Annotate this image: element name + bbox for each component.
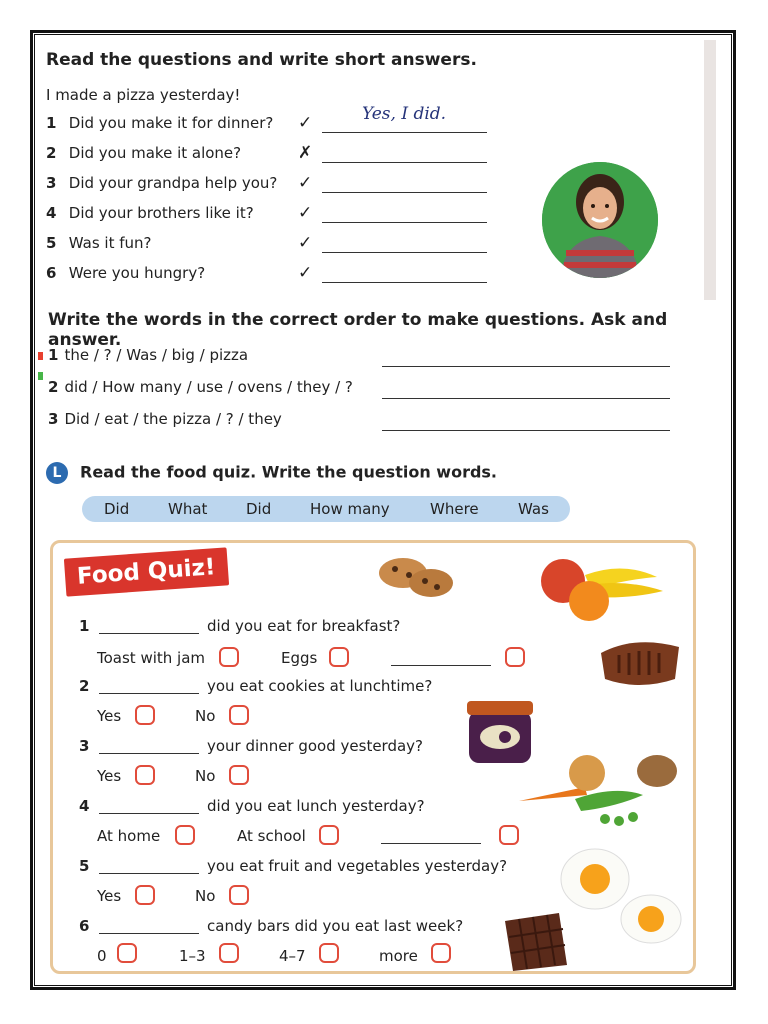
answer-line[interactable] — [99, 813, 199, 814]
option-label: No — [195, 767, 216, 785]
chocolate-bar-icon — [501, 911, 573, 973]
option-checkbox[interactable] — [135, 885, 155, 905]
word-bank-item: Did — [246, 500, 272, 518]
option-label: No — [195, 887, 216, 905]
question-row — [46, 144, 241, 170]
answer-line[interactable] — [382, 398, 670, 399]
question-row — [46, 114, 273, 140]
vegetables-icon — [515, 751, 685, 831]
cross-mark: ✗ — [298, 143, 313, 163]
option-checkbox[interactable] — [135, 705, 155, 725]
question-number: 6 — [79, 917, 90, 935]
exercise-header — [46, 462, 497, 484]
option-label: At home — [97, 827, 161, 845]
exercise-title: Read the questions and write short answers. — [46, 50, 477, 70]
page-edge-strip — [704, 40, 716, 302]
answer-line[interactable] — [99, 633, 199, 634]
question-row — [46, 204, 254, 230]
question-number: 1 — [79, 617, 90, 635]
option-label: Toast with jam — [97, 649, 206, 667]
check-mark: ✓ — [298, 113, 313, 133]
word-bank-item: Where — [430, 500, 479, 518]
check-mark: ✓ — [298, 173, 313, 193]
answer-line[interactable] — [381, 843, 481, 844]
word-bank — [82, 496, 570, 522]
question-number: 1 — [46, 114, 57, 132]
list-item — [48, 410, 282, 428]
option-label: Yes — [97, 707, 122, 725]
quiz-title: Food Quiz! — [64, 547, 229, 596]
word-bank-item: Did — [104, 500, 130, 518]
question-number: 3 — [79, 737, 90, 755]
option-checkbox[interactable] — [175, 825, 195, 845]
question-text: did you eat lunch yesterday? — [207, 797, 425, 815]
question-row — [46, 174, 277, 200]
exercise-title: Write the words in the correct order to make questions. Ask and answer. — [48, 310, 668, 350]
question-text: Were you hungry? — [68, 264, 206, 282]
option-checkbox[interactable] — [319, 825, 339, 845]
question-text: you eat fruit and vegetables yesterday? — [207, 857, 508, 875]
answer-line[interactable] — [322, 192, 487, 193]
question-number: 3 — [46, 174, 57, 192]
question-text: Was it fun? — [68, 234, 152, 252]
option-label: 0 — [97, 947, 107, 965]
answer-line[interactable] — [322, 282, 487, 283]
option-checkbox[interactable] — [329, 647, 349, 667]
exercise-short-answers — [36, 36, 716, 298]
answer-line[interactable] — [99, 933, 199, 934]
cookies-icon — [377, 555, 457, 601]
question-number: 4 — [46, 204, 57, 222]
list-item — [48, 378, 353, 396]
food-quiz-card — [50, 540, 696, 974]
check-mark: ✓ — [298, 233, 313, 253]
girl-photo — [542, 162, 658, 278]
item-number: 1 — [48, 346, 59, 364]
option-label: At school — [237, 827, 306, 845]
word-bank-item: What — [168, 500, 208, 518]
option-label: 1–3 — [179, 947, 206, 965]
exercise-word-order — [36, 300, 716, 448]
option-checkbox[interactable] — [219, 647, 239, 667]
fruit-icon — [533, 555, 673, 625]
question-text: you eat cookies at lunchtime? — [207, 677, 433, 695]
word-bank-item: Was — [518, 500, 549, 518]
option-label: No — [195, 707, 216, 725]
option-checkbox[interactable] — [319, 943, 339, 963]
exercise-title: Read the food quiz. Write the question words. — [80, 462, 498, 482]
option-checkbox[interactable] — [229, 705, 249, 725]
question-text: Did your brothers like it? — [68, 204, 254, 222]
answer-line[interactable] — [382, 430, 670, 431]
question-number: 2 — [46, 144, 57, 162]
answer-line[interactable] — [322, 222, 487, 223]
question-number: 6 — [46, 264, 57, 282]
handwritten-answer: Yes, I did. — [362, 104, 447, 124]
option-checkbox[interactable] — [135, 765, 155, 785]
check-mark: ✓ — [298, 263, 313, 283]
answer-line[interactable] — [99, 753, 199, 754]
question-number: 4 — [79, 797, 90, 815]
option-checkbox[interactable] — [229, 885, 249, 905]
answer-line[interactable] — [99, 873, 199, 874]
question-text: Did your grandpa help you? — [68, 174, 278, 192]
item-number: 3 — [48, 410, 59, 428]
word-bank-item: How many — [310, 500, 390, 518]
answer-line[interactable] — [382, 366, 670, 367]
list-item — [48, 346, 248, 364]
option-checkbox[interactable] — [431, 943, 451, 963]
item-text: Did / eat / the pizza / ? / they — [64, 410, 282, 428]
item-text: the / ? / Was / big / pizza — [64, 346, 249, 364]
item-number: 2 — [48, 378, 59, 396]
question-number: 5 — [79, 857, 90, 875]
option-checkbox[interactable] — [229, 765, 249, 785]
option-label: Eggs — [281, 649, 318, 667]
question-row — [46, 264, 205, 290]
check-mark: ✓ — [298, 203, 313, 223]
item-text: did / How many / use / ovens / they / ? — [64, 378, 353, 396]
red-marker — [38, 352, 43, 360]
exercise-food-quiz — [36, 452, 716, 980]
option-checkbox[interactable] — [219, 943, 239, 963]
question-row — [46, 234, 152, 260]
question-text: Did you make it alone? — [68, 144, 242, 162]
option-checkbox[interactable] — [117, 943, 137, 963]
toast-icon — [595, 635, 687, 691]
question-number: 5 — [46, 234, 57, 252]
exercise-badge: L — [46, 462, 68, 484]
option-label: 4–7 — [279, 947, 306, 965]
question-number: 2 — [79, 677, 90, 695]
option-checkbox[interactable] — [505, 647, 525, 667]
answer-line[interactable] — [99, 693, 199, 694]
option-label: more — [379, 947, 418, 965]
option-label: Yes — [97, 767, 122, 785]
green-marker — [38, 372, 43, 380]
question-text: did you eat for breakfast? — [207, 617, 401, 635]
question-text: candy bars did you eat last week? — [207, 917, 464, 935]
answer-line[interactable] — [322, 252, 487, 253]
answer-line[interactable] — [391, 665, 491, 666]
intro-text: I made a pizza yesterday! — [46, 86, 241, 104]
question-text: your dinner good yesterday? — [207, 737, 424, 755]
option-label: Yes — [97, 887, 122, 905]
answer-line[interactable] — [322, 162, 487, 163]
question-text: Did you make it for dinner? — [68, 114, 274, 132]
answer-line[interactable] — [322, 132, 487, 133]
